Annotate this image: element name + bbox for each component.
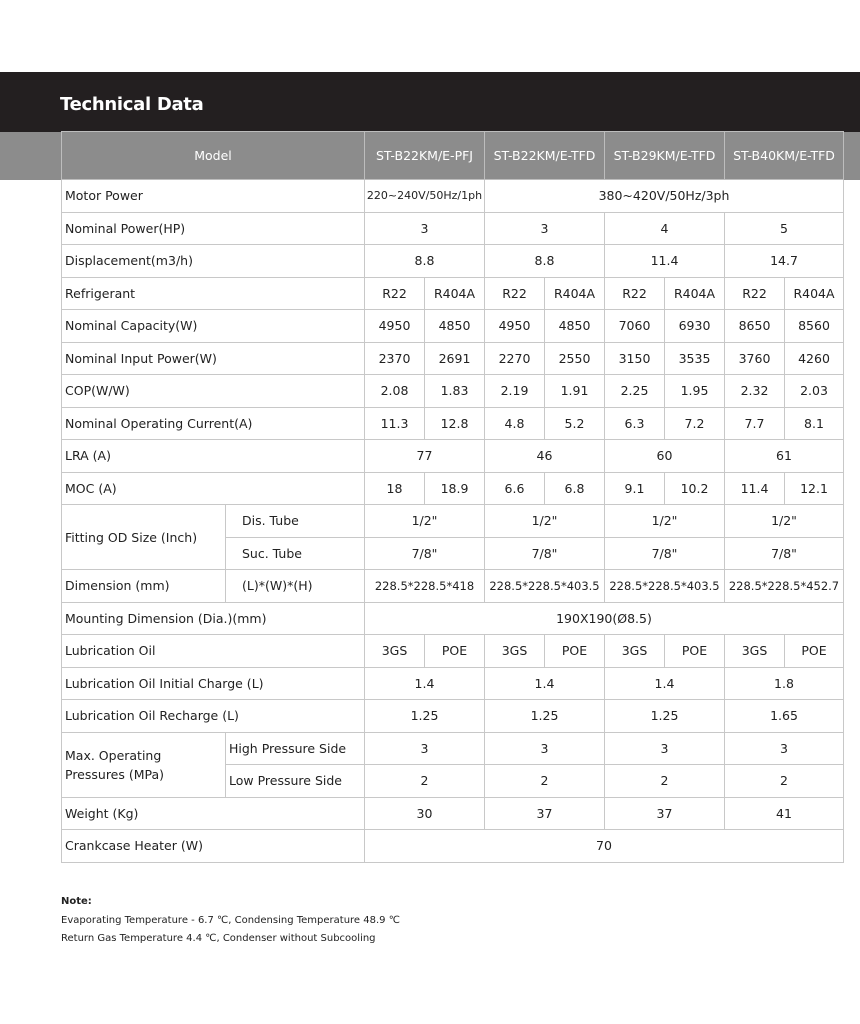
table-row xyxy=(62,732,844,765)
table-cell: 2550 xyxy=(545,342,605,375)
row-label: Crankcase Heater (W) xyxy=(62,830,365,863)
table-row xyxy=(62,602,844,635)
model-header-1: ST-B22KM/E-PFJ xyxy=(365,132,485,180)
table-row xyxy=(62,635,844,668)
table-cell: 4950 xyxy=(365,310,425,343)
table-cell: 4 xyxy=(605,212,725,245)
row-label: Dimension (mm) xyxy=(62,570,226,603)
table-cell: 18 xyxy=(365,472,425,505)
table-row xyxy=(62,700,844,733)
table-cell: 3 xyxy=(485,212,605,245)
table-cell: 8.1 xyxy=(785,407,844,440)
table-cell: 18.9 xyxy=(425,472,485,505)
table-cell: 1.4 xyxy=(365,667,485,700)
table-cell: 4260 xyxy=(785,342,844,375)
table-cell: 3GS xyxy=(485,635,545,668)
table-cell: R22 xyxy=(365,277,425,310)
table-cell: 228.5*228.5*418 xyxy=(365,570,485,603)
table-cell: POE xyxy=(785,635,844,668)
table-cell: 5 xyxy=(725,212,844,245)
table-row xyxy=(62,180,844,213)
table-cell: 2.32 xyxy=(725,375,785,408)
row-sublabel: Low Pressure Side xyxy=(226,765,365,798)
table-cell: 7/8" xyxy=(725,537,844,570)
table-cell: R22 xyxy=(725,277,785,310)
row-label: COP(W/W) xyxy=(62,375,365,408)
table-cell: 6930 xyxy=(665,310,725,343)
table-cell: 1/2" xyxy=(605,505,725,538)
table-cell: 14.7 xyxy=(725,245,844,278)
table-cell: 2 xyxy=(365,765,485,798)
table-cell: 41 xyxy=(725,797,844,830)
table-cell: 1/2" xyxy=(485,505,605,538)
table-cell: 46 xyxy=(485,440,605,473)
table-cell: 61 xyxy=(725,440,844,473)
table-cell: 3GS xyxy=(365,635,425,668)
table-cell: 8650 xyxy=(725,310,785,343)
table-cell: 12.8 xyxy=(425,407,485,440)
table-cell: 3 xyxy=(725,732,844,765)
table-cell: 2.19 xyxy=(485,375,545,408)
technical-data-table xyxy=(61,131,844,863)
table-cell: 3 xyxy=(365,732,485,765)
row-label: Nominal Capacity(W) xyxy=(62,310,365,343)
table-cell: 6.3 xyxy=(605,407,665,440)
row-label: Mounting Dimension (Dia.)(mm) xyxy=(62,602,365,635)
table-cell: POE xyxy=(665,635,725,668)
table-cell: R404A xyxy=(665,277,725,310)
table-cell: R22 xyxy=(605,277,665,310)
row-label: Displacement(m3/h) xyxy=(62,245,365,278)
row-label: Fitting OD Size (Inch) xyxy=(62,505,226,570)
table-cell: 2.08 xyxy=(365,375,425,408)
table-row xyxy=(62,667,844,700)
table-row xyxy=(62,440,844,473)
table-row xyxy=(62,310,844,343)
table-row xyxy=(62,212,844,245)
table-cell: 6.8 xyxy=(545,472,605,505)
table-row xyxy=(62,472,844,505)
note-line: Return Gas Temperature 4.4 ℃, Condenser without Subcooling xyxy=(61,933,376,944)
table-cell: 1.65 xyxy=(725,700,844,733)
model-header-4: ST-B40KM/E-TFD xyxy=(725,132,844,180)
table-cell: 3GS xyxy=(725,635,785,668)
table-row xyxy=(62,830,844,863)
table-row xyxy=(62,375,844,408)
table-cell: 2.25 xyxy=(605,375,665,408)
table-row xyxy=(62,342,844,375)
table-cell: 3760 xyxy=(725,342,785,375)
row-label: Motor Power xyxy=(62,180,365,213)
table-cell: 12.1 xyxy=(785,472,844,505)
table-cell: 11.3 xyxy=(365,407,425,440)
table-cell: 1.25 xyxy=(485,700,605,733)
row-label: Max. Operating Pressures (MPa) xyxy=(62,732,226,797)
table-cell: 4850 xyxy=(545,310,605,343)
table-cell: 7/8" xyxy=(485,537,605,570)
table-cell: 3150 xyxy=(605,342,665,375)
table-cell: 3GS xyxy=(605,635,665,668)
row-label: Nominal Input Power(W) xyxy=(62,342,365,375)
table-cell: 228.5*228.5*403.5 xyxy=(605,570,725,603)
table-cell: 1.4 xyxy=(485,667,605,700)
table-cell: 5.2 xyxy=(545,407,605,440)
table-cell: 77 xyxy=(365,440,485,473)
table-row xyxy=(62,407,844,440)
table-cell: 4950 xyxy=(485,310,545,343)
table-cell: 2.03 xyxy=(785,375,844,408)
table-cell: 10.2 xyxy=(665,472,725,505)
table-cell: 9.1 xyxy=(605,472,665,505)
row-label: LRA (A) xyxy=(62,440,365,473)
table-cell: 7/8" xyxy=(605,537,725,570)
table-cell: 2 xyxy=(485,765,605,798)
table-cell: 3535 xyxy=(665,342,725,375)
table-cell: 220~240V/50Hz/1ph xyxy=(365,180,485,213)
row-label: MOC (A) xyxy=(62,472,365,505)
row-label: Nominal Power(HP) xyxy=(62,212,365,245)
table-cell: 228.5*228.5*452.7 xyxy=(725,570,844,603)
table-cell: 190X190(Ø8.5) xyxy=(365,602,844,635)
table-cell: 6.6 xyxy=(485,472,545,505)
row-label: Nominal Operating Current(A) xyxy=(62,407,365,440)
table-cell: 8.8 xyxy=(365,245,485,278)
model-header: Model xyxy=(62,132,365,180)
table-cell: 11.4 xyxy=(605,245,725,278)
row-label: Lubrication Oil xyxy=(62,635,365,668)
table-cell: R404A xyxy=(425,277,485,310)
row-sublabel: Dis. Tube xyxy=(226,505,365,538)
table-cell: 1.4 xyxy=(605,667,725,700)
table-cell: 2 xyxy=(725,765,844,798)
row-label: Lubrication Oil Initial Charge (L) xyxy=(62,667,365,700)
table-cell: 3 xyxy=(605,732,725,765)
table-cell: 1.95 xyxy=(665,375,725,408)
table-cell: 1.8 xyxy=(725,667,844,700)
table-cell: 4.8 xyxy=(485,407,545,440)
note-block xyxy=(61,893,400,949)
model-header-2: ST-B22KM/E-TFD xyxy=(485,132,605,180)
table-cell: 2370 xyxy=(365,342,425,375)
table-row xyxy=(62,277,844,310)
table-cell: 228.5*228.5*403.5 xyxy=(485,570,605,603)
table-cell: 380~420V/50Hz/3ph xyxy=(485,180,844,213)
table-cell: 1/2" xyxy=(365,505,485,538)
table-row xyxy=(62,505,844,538)
table-cell: 7060 xyxy=(605,310,665,343)
table-cell: POE xyxy=(545,635,605,668)
row-sublabel: (L)*(W)*(H) xyxy=(226,570,365,603)
table-cell: 37 xyxy=(605,797,725,830)
table-cell: 7.7 xyxy=(725,407,785,440)
row-label: Weight (Kg) xyxy=(62,797,365,830)
row-label: Lubrication Oil Recharge (L) xyxy=(62,700,365,733)
table-cell: POE xyxy=(425,635,485,668)
table-cell: 70 xyxy=(365,830,844,863)
table-cell: 8.8 xyxy=(485,245,605,278)
table-cell: 4850 xyxy=(425,310,485,343)
row-sublabel: Suc. Tube xyxy=(226,537,365,570)
table-cell: 37 xyxy=(485,797,605,830)
note-title: Note: xyxy=(61,896,92,907)
table-cell: 3 xyxy=(365,212,485,245)
table-cell: 1.25 xyxy=(605,700,725,733)
table-cell: 7/8" xyxy=(365,537,485,570)
table-cell: 1.83 xyxy=(425,375,485,408)
table-cell: 7.2 xyxy=(665,407,725,440)
table-cell: 2691 xyxy=(425,342,485,375)
note-line: Evaporating Temperature - 6.7 ℃, Condensing Temperature 48.9 ℃ xyxy=(61,914,400,926)
table-cell: 8560 xyxy=(785,310,844,343)
table-cell: R404A xyxy=(545,277,605,310)
table-cell: 3 xyxy=(485,732,605,765)
table-row xyxy=(62,570,844,603)
row-sublabel: High Pressure Side xyxy=(226,732,365,765)
table-cell: 1.25 xyxy=(365,700,485,733)
table-cell: 60 xyxy=(605,440,725,473)
row-label: Refrigerant xyxy=(62,277,365,310)
table-cell: R404A xyxy=(785,277,844,310)
table-row xyxy=(62,797,844,830)
table-row xyxy=(62,245,844,278)
header-row xyxy=(62,132,844,180)
table-cell: 2270 xyxy=(485,342,545,375)
table-cell: 2 xyxy=(605,765,725,798)
model-header-3: ST-B29KM/E-TFD xyxy=(605,132,725,180)
table-cell: 11.4 xyxy=(725,472,785,505)
table-cell: 1.91 xyxy=(545,375,605,408)
table-cell: 1/2" xyxy=(725,505,844,538)
page-title: Technical Data xyxy=(60,94,204,115)
table-cell: 30 xyxy=(365,797,485,830)
table-cell: R22 xyxy=(485,277,545,310)
